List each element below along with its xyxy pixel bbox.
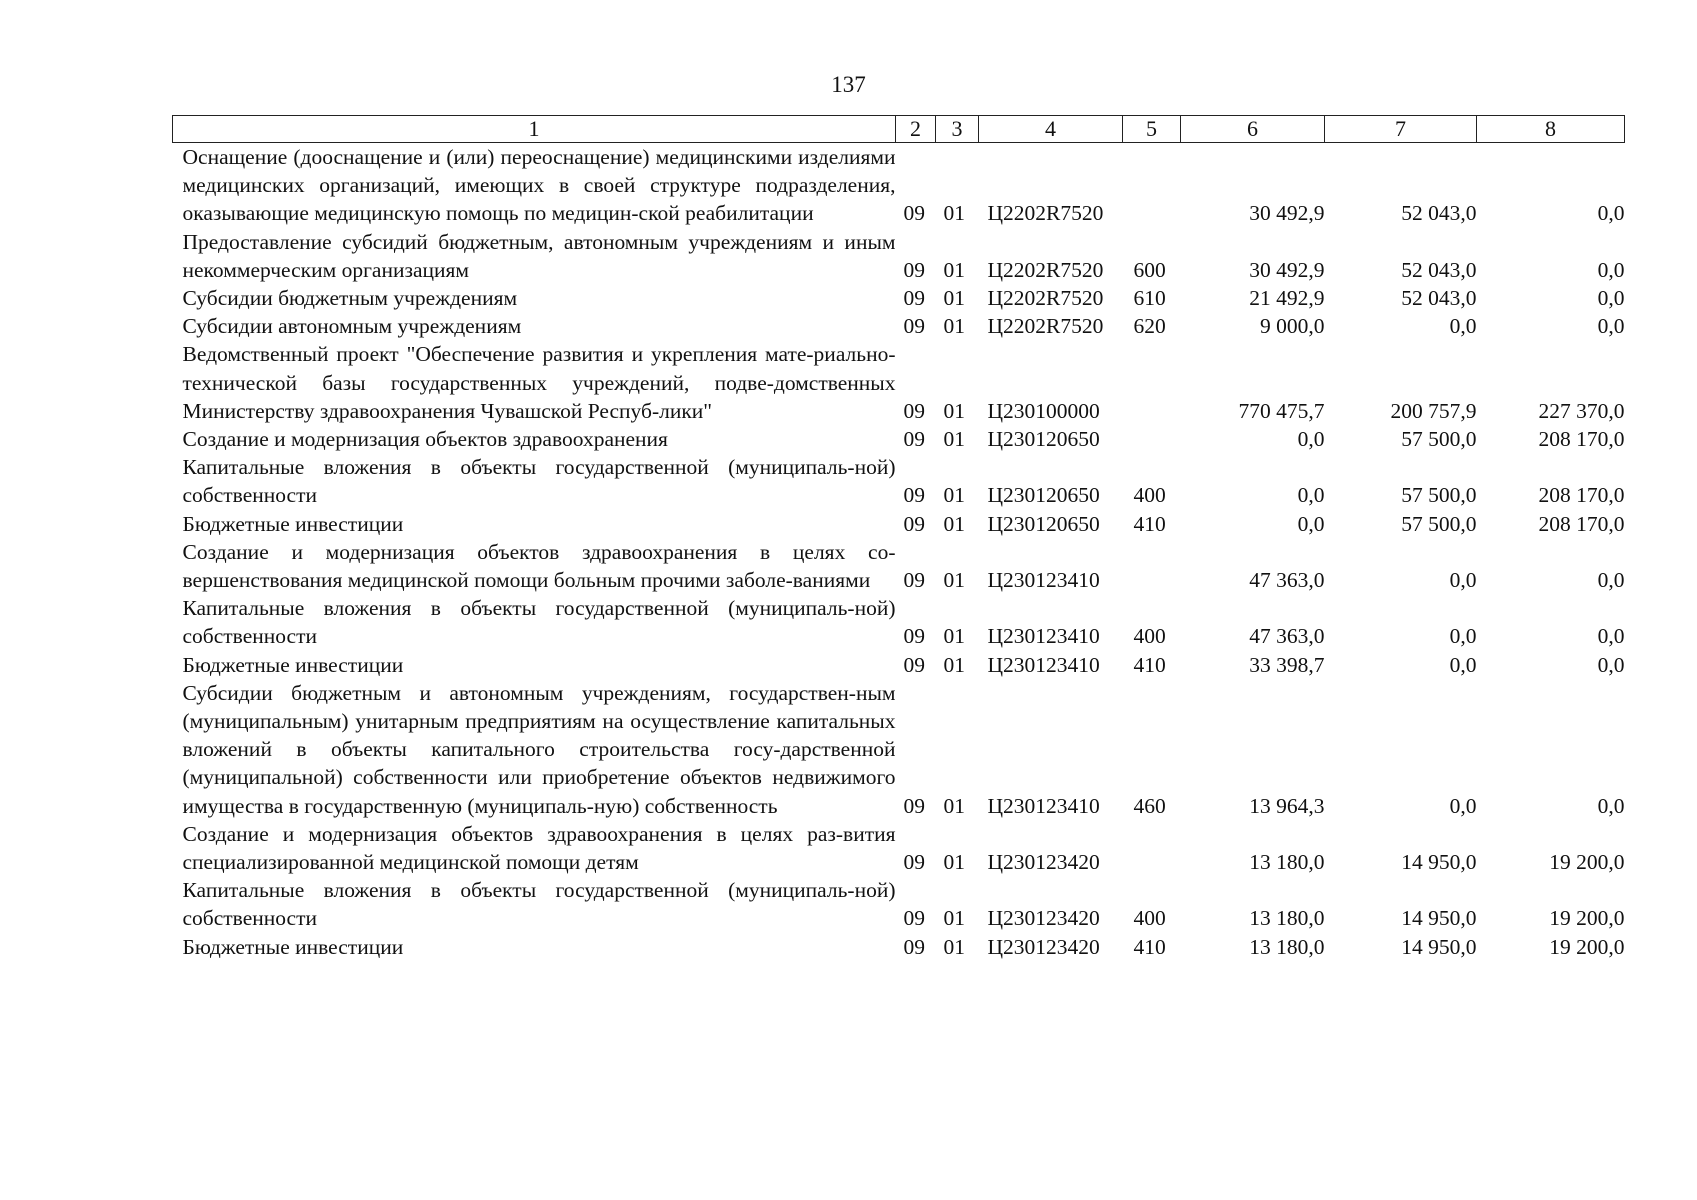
- row-amount-col6: 47 363,0: [1249, 568, 1325, 593]
- row-amount-col7: 52 043,0: [1401, 257, 1477, 282]
- row-expense-type: 460: [1133, 793, 1166, 818]
- header-col-2: 2: [896, 116, 936, 143]
- row-section: 09: [903, 398, 925, 423]
- table-row: [173, 510, 1625, 538]
- row-subsection: 01: [943, 934, 965, 959]
- table-row: [173, 284, 1625, 312]
- row-section: 09: [903, 906, 925, 931]
- row-expense-type: 610: [1133, 286, 1166, 311]
- table-row: [173, 651, 1625, 679]
- row-section: 09: [903, 850, 925, 875]
- row-name: Ведомственный проект "Обеспечение развития и укрепления мате-риально-технической базы государственных учреждений, подве-домственных Министерству здравоохранения Чувашской Респуб-лики": [182, 342, 896, 423]
- table-row: [173, 594, 1625, 650]
- row-section: 09: [903, 314, 925, 339]
- row-target-code: Ц230123410: [987, 652, 1100, 677]
- budget-table: [172, 115, 1625, 961]
- row-expense-type: [1123, 425, 1181, 453]
- row-subsection: 01: [943, 427, 965, 452]
- row-target-code: Ц230100000: [987, 398, 1100, 423]
- row-amount-col7: 0,0: [1449, 568, 1477, 593]
- row-amount-col8: 0,0: [1597, 286, 1625, 311]
- row-amount-col6: 13 964,3: [1249, 793, 1325, 818]
- row-amount-col6: 13 180,0: [1249, 850, 1325, 875]
- table-row: [173, 820, 1625, 876]
- row-amount-col7: 200 757,9: [1390, 398, 1477, 423]
- row-amount-col7: 52 043,0: [1401, 286, 1477, 311]
- table-row: [173, 228, 1625, 284]
- row-amount-col8: 19 200,0: [1549, 906, 1625, 931]
- row-subsection: 01: [943, 568, 965, 593]
- row-subsection: 01: [943, 793, 965, 818]
- row-subsection: 01: [943, 652, 965, 677]
- row-name: Создание и модернизация объектов здравоохранения в целях со-вершенствования медицинской помощи больным прочими заболе-ваниями: [182, 539, 896, 593]
- header-col-4: 4: [979, 116, 1123, 143]
- row-expense-type: 400: [1133, 906, 1166, 931]
- row-expense-type: 410: [1133, 511, 1166, 536]
- page-number: 137: [831, 72, 866, 97]
- row-amount-col7: 57 500,0: [1401, 511, 1477, 536]
- row-amount-col7: 0,0: [1449, 793, 1477, 818]
- row-amount-col7: 14 950,0: [1401, 906, 1477, 931]
- table-body: [173, 143, 1625, 961]
- header-col-6: 6: [1181, 116, 1325, 143]
- row-amount-col6: 13 180,0: [1249, 906, 1325, 931]
- header-col-3: 3: [936, 116, 979, 143]
- row-name: Субсидии бюджетным и автономным учреждениям, государствен-ным (муниципальным) унитарным предприятиям на осуществление капитальных вложений в объекты капитального строительства госу-дарственной (муниципальной) собственности или приобретение объектов недвижимого имущества в государственную (муниципаль-ную) собственность: [182, 680, 896, 818]
- row-name: Бюджетные инвестиции: [182, 511, 404, 536]
- row-name: Бюджетные инвестиции: [182, 652, 404, 677]
- row-subsection: 01: [943, 201, 965, 226]
- row-expense-type: 400: [1133, 624, 1166, 649]
- row-section: 09: [903, 934, 925, 959]
- row-amount-col6: 0,0: [1297, 427, 1325, 452]
- row-amount-col6: 0,0: [1297, 483, 1325, 508]
- row-amount-col7: 0,0: [1449, 652, 1477, 677]
- table-row: [173, 312, 1625, 340]
- table-header: [173, 116, 1625, 143]
- row-amount-col8: 0,0: [1597, 652, 1625, 677]
- row-amount-col7: 52 043,0: [1401, 201, 1477, 226]
- row-target-code: Ц230123420: [987, 850, 1100, 875]
- header-col-8: 8: [1477, 116, 1625, 143]
- row-name: Субсидии бюджетным учреждениям: [182, 286, 518, 311]
- row-amount-col6: 33 398,7: [1249, 652, 1325, 677]
- row-subsection: 01: [943, 624, 965, 649]
- row-section: 09: [903, 286, 925, 311]
- row-amount-col8: 0,0: [1597, 257, 1625, 282]
- row-section: 09: [903, 483, 925, 508]
- row-amount-col6: 21 492,9: [1249, 286, 1325, 311]
- row-target-code: Ц230120650: [987, 511, 1100, 536]
- table-row: [173, 143, 1625, 228]
- row-amount-col7: 0,0: [1449, 314, 1477, 339]
- row-target-code: Ц230123410: [987, 793, 1100, 818]
- row-subsection: 01: [943, 511, 965, 536]
- row-target-code: Ц2202R7520: [987, 257, 1104, 282]
- header-col-7: 7: [1325, 116, 1477, 143]
- row-section: 09: [903, 793, 925, 818]
- row-amount-col8: 0,0: [1597, 624, 1625, 649]
- row-name: Капитальные вложения в объекты государственной (муниципаль-ной) собственности: [182, 878, 896, 931]
- row-amount-col8: 208 170,0: [1538, 483, 1625, 508]
- row-amount-col8: 0,0: [1597, 314, 1625, 339]
- row-expense-type: [1123, 340, 1181, 425]
- row-amount-col6: 30 492,9: [1249, 257, 1325, 282]
- table-row: [173, 679, 1625, 820]
- row-amount-col8: 208 170,0: [1538, 511, 1625, 536]
- row-section: 09: [903, 427, 925, 452]
- table-row: [173, 876, 1625, 932]
- row-expense-type: 410: [1133, 652, 1166, 677]
- table-row: [173, 340, 1625, 425]
- header-col-1: 1: [173, 116, 896, 143]
- row-subsection: 01: [943, 314, 965, 339]
- row-subsection: 01: [943, 483, 965, 508]
- row-name: Капитальные вложения в объекты государственной (муниципаль-ной) собственности: [182, 455, 896, 508]
- table-row: [173, 538, 1625, 594]
- row-target-code: Ц230123420: [987, 934, 1100, 959]
- row-amount-col8: 19 200,0: [1549, 850, 1625, 875]
- row-expense-type: 620: [1133, 314, 1166, 339]
- row-name: Бюджетные инвестиции: [182, 934, 404, 959]
- row-expense-type: 410: [1133, 934, 1166, 959]
- row-amount-col7: 57 500,0: [1401, 483, 1477, 508]
- row-amount-col6: 9 000,0: [1260, 314, 1325, 339]
- row-name: Создание и модернизация объектов здравоохранения: [182, 427, 668, 452]
- row-amount-col7: 14 950,0: [1401, 850, 1477, 875]
- row-section: 09: [903, 652, 925, 677]
- row-name: Оснащение (дооснащение и (или) переоснащение) медицинскими изделиями медицинских организаций, имеющих в своей структуре подразделения, оказывающие медицинскую помощь по медицин-ской реабилитации: [182, 145, 896, 226]
- row-expense-type: 600: [1133, 257, 1166, 282]
- row-subsection: 01: [943, 850, 965, 875]
- row-subsection: 01: [943, 906, 965, 931]
- row-target-code: Ц230123410: [987, 624, 1100, 649]
- row-amount-col7: 57 500,0: [1401, 427, 1477, 452]
- row-target-code: Ц230120650: [987, 427, 1100, 452]
- table-row: [173, 425, 1625, 453]
- row-expense-type: 400: [1133, 483, 1166, 508]
- row-amount-col8: 227 370,0: [1538, 398, 1625, 423]
- row-expense-type: [1123, 538, 1181, 594]
- row-section: 09: [903, 257, 925, 282]
- row-target-code: Ц230123420: [987, 906, 1100, 931]
- header-col-5: 5: [1123, 116, 1181, 143]
- table-row: [173, 453, 1625, 509]
- row-amount-col8: 0,0: [1597, 793, 1625, 818]
- row-section: 09: [903, 624, 925, 649]
- table-row: [173, 933, 1625, 961]
- row-amount-col6: 0,0: [1297, 511, 1325, 536]
- row-expense-type: [1123, 820, 1181, 876]
- row-amount-col8: 19 200,0: [1549, 934, 1625, 959]
- row-amount-col7: 14 950,0: [1401, 934, 1477, 959]
- row-name: Предоставление субсидий бюджетным, автономным учреждениям и иным некоммерческим организациям: [182, 229, 896, 282]
- row-target-code: Ц2202R7520: [987, 314, 1104, 339]
- row-section: 09: [903, 511, 925, 536]
- row-target-code: Ц230123410: [987, 568, 1100, 593]
- row-amount-col8: 208 170,0: [1538, 427, 1625, 452]
- row-subsection: 01: [943, 286, 965, 311]
- row-amount-col8: 0,0: [1597, 201, 1625, 226]
- row-target-code: Ц2202R7520: [987, 286, 1104, 311]
- row-target-code: Ц230120650: [987, 483, 1100, 508]
- row-amount-col7: 0,0: [1449, 624, 1477, 649]
- row-amount-col8: 0,0: [1597, 568, 1625, 593]
- row-expense-type: [1123, 143, 1181, 228]
- row-amount-col6: 30 492,9: [1249, 201, 1325, 226]
- row-target-code: Ц2202R7520: [987, 201, 1104, 226]
- row-subsection: 01: [943, 257, 965, 282]
- row-amount-col6: 47 363,0: [1249, 624, 1325, 649]
- header-row: [173, 116, 1625, 143]
- row-name: Капитальные вложения в объекты государственной (муниципаль-ной) собственности: [182, 596, 896, 649]
- row-subsection: 01: [943, 398, 965, 423]
- row-name: Субсидии автономным учреждениям: [182, 314, 522, 339]
- row-section: 09: [903, 201, 925, 226]
- row-name: Создание и модернизация объектов здравоохранения в целях раз-вития специализированной медицинской помощи детям: [182, 821, 896, 875]
- row-amount-col6: 13 180,0: [1249, 934, 1325, 959]
- row-section: 09: [903, 568, 925, 593]
- row-amount-col6: 770 475,7: [1238, 398, 1325, 423]
